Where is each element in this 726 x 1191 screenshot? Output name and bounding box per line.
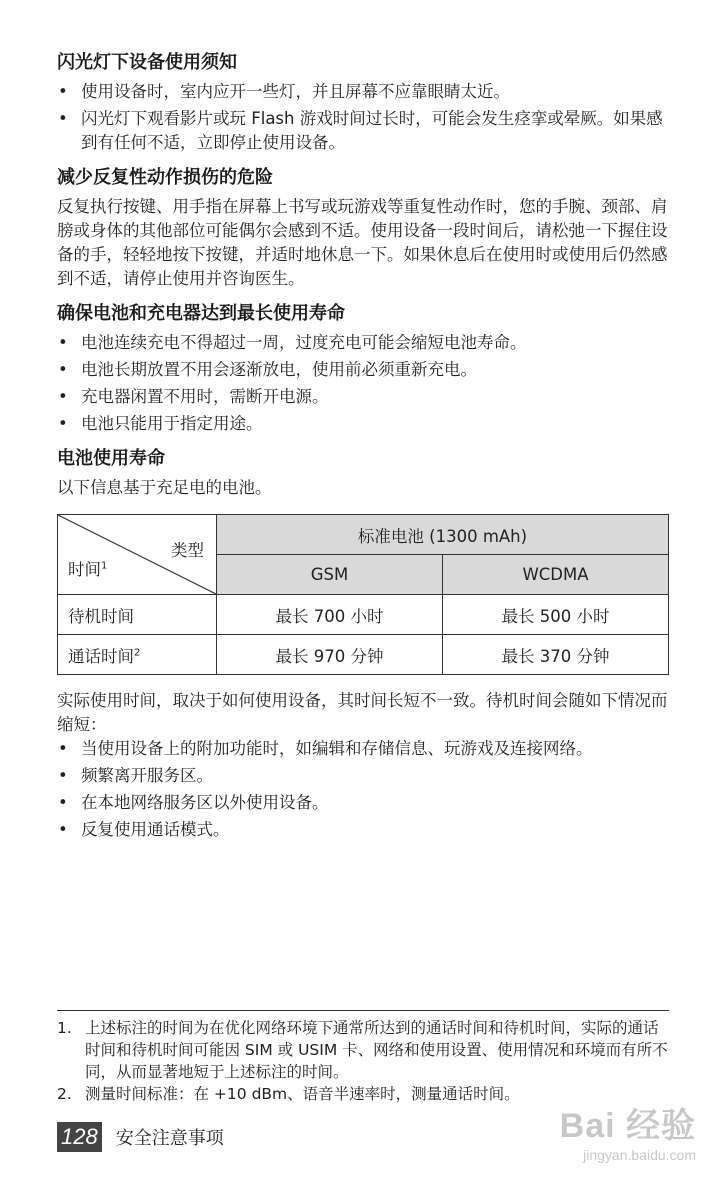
list-item: • 电池长期放置不用会逐渐放电，使用前必须重新充电。 — [57, 358, 669, 382]
list-item: • 反复使用通话模式。 — [57, 818, 669, 842]
list-item: • 充电器闲置不用时，需断开电源。 — [57, 385, 669, 409]
col-header-gsm: GSM — [217, 555, 443, 595]
table-cell: 最长 370 分钟 — [443, 635, 669, 675]
battery-usage-heading: 电池使用寿命 — [57, 448, 165, 469]
page-footer-title: 安全注意事项 — [115, 1128, 224, 1149]
footnote — [57, 1017, 669, 1083]
battery-spec-table — [57, 514, 669, 675]
corner-time-label: 时间$^1$ — [68, 560, 108, 579]
page-footer — [57, 1122, 224, 1152]
corner-type-label: 类型 — [171, 541, 204, 560]
flash-list — [57, 80, 669, 155]
row-label: 待机时间 — [58, 595, 217, 635]
list-item: • 频繁离开服务区。 — [57, 764, 669, 788]
footnote-number: 1. — [57, 1019, 72, 1037]
table-row — [58, 635, 669, 675]
battery-usage-intro: 以下信息基于充足电的电池。 — [57, 478, 272, 497]
list-item: • 电池只能用于指定用途。 — [57, 412, 669, 436]
list-item: • 使用设备时，室内应开一些灯，并且屏幕不应靠眼睛太近。 — [57, 80, 669, 104]
battery-life-list — [57, 331, 669, 436]
page-number: 128 — [57, 1122, 102, 1152]
footnote-number: 2. — [57, 1085, 72, 1103]
list-item: • 闪光灯下观看影片或玩 Flash 游戏时间过长时，可能会发生痉挛或晕厥。如果感到有任何不适，立即停止使用设备。 — [57, 107, 669, 155]
battery-life-heading: 确保电池和充电器达到最长使用寿命 — [57, 303, 345, 324]
table-row — [58, 595, 669, 635]
list-item: • 电池连续充电不得超过一周，过度充电可能会缩短电池寿命。 — [57, 331, 669, 355]
watermark-main: Bai 经验 — [559, 1107, 696, 1145]
table-cell: 最长 700 小时 — [217, 595, 443, 635]
list-item: • 在本地网络服务区以外使用设备。 — [57, 791, 669, 815]
manual-page — [57, 50, 669, 852]
rsi-section — [57, 165, 669, 291]
table-cell: 最长 970 分钟 — [217, 635, 443, 675]
rsi-text: 反复执行按键、用手指在屏幕上书写或玩游戏等重复性动作时，您的手腕、颈部、肩膀或身体的其他部位可能偶尔会感到不适。使用设备一段时间后，请松弛一下握住设备的手，轻轻地按下按键，并适时地休息一下。如果休息后在使用时或使用后仍然感到不适，请停止使用并咨询医生。 — [57, 197, 668, 288]
row-label: 通话时间$^2$ — [58, 635, 217, 675]
battery-usage-section — [57, 446, 669, 842]
watermark-url: jingyan.baidu.com — [583, 1147, 696, 1163]
battery-usage-after: 实际使用时间，取决于如何使用设备，其时间长短不一致。待机时间会随如下情况而缩短： — [57, 691, 668, 734]
col-header-wcdma: WCDMA — [443, 555, 669, 595]
flash-section — [57, 50, 669, 155]
flash-heading: 闪光灯下设备使用须知 — [57, 52, 237, 73]
battery-usage-list — [57, 737, 669, 842]
table-cell: 最长 500 小时 — [443, 595, 669, 635]
footnote-text: 测量时间标准：在 +10 dBm、语音半速率时，测量通话时间。 — [85, 1085, 520, 1103]
footnotes — [57, 1010, 669, 1105]
rsi-heading: 减少反复性动作损伤的危险 — [57, 167, 273, 188]
watermark-logo — [560, 1098, 696, 1163]
list-item: • 当使用设备上的附加功能时，如编辑和存储信息、玩游戏及连接网络。 — [57, 737, 669, 761]
group-header-cell: 标准电池 (1300 mAh) — [217, 515, 669, 555]
table-corner-cell — [58, 515, 217, 595]
battery-life-section — [57, 301, 669, 436]
footnote-text: 上述标注的时间为在优化网络环境下通常所达到的通话时间和待机时间，实际的通话时间和待机时间可能因 SIM 或 USIM 卡、网络和使用设置、使用情况和环境而有所不同，从而显著地短于上述标注的时间。 — [85, 1019, 668, 1081]
